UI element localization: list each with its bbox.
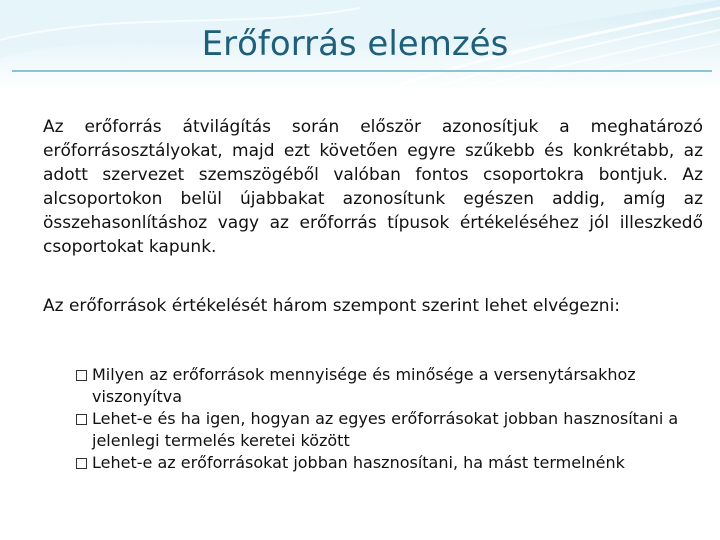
checkbox-bullet-icon [76,458,87,469]
list-item [74,408,714,452]
list-item-text: Lehet-e és ha igen, hogyan az egyes erőforrásokat jobban hasznosítani a jelenlegi termelés keretei között [92,409,679,450]
list-item-text: Lehet-e az erőforrásokat jobban hasznosítani, ha mást termelnénk [92,453,625,472]
criteria-list [74,364,714,474]
list-item [74,452,714,474]
title-underline [12,70,712,72]
intro-paragraph: Az erőforrás átvilágítás során először azonosítjuk a meghatározó erőforrásosztályokat, majd ezt követően egyre szűkebb és konkrétabb, az adott szervezet szemszögéből valóban fontos csoportokra bontjuk. Az alcsoportokon belül újabbakat azonosítunk egészen addig, amíg az összehasonlításhoz vagy az erőforrás típusok értékeléséhez jól illeszkedő csoportokat kapunk. [43,117,703,257]
slide-title: Erőforrás elemzés [201,24,509,64]
checkbox-bullet-icon [76,370,87,381]
criteria-paragraph: Az erőforrások értékelését három szempont szerint lehet elvégezni: [43,296,621,316]
checkbox-bullet-icon [76,414,87,425]
list-item-text: Milyen az erőforrások mennyisége és minősége a versenytársakhoz viszonyítva [92,365,636,406]
list-item [74,364,714,408]
